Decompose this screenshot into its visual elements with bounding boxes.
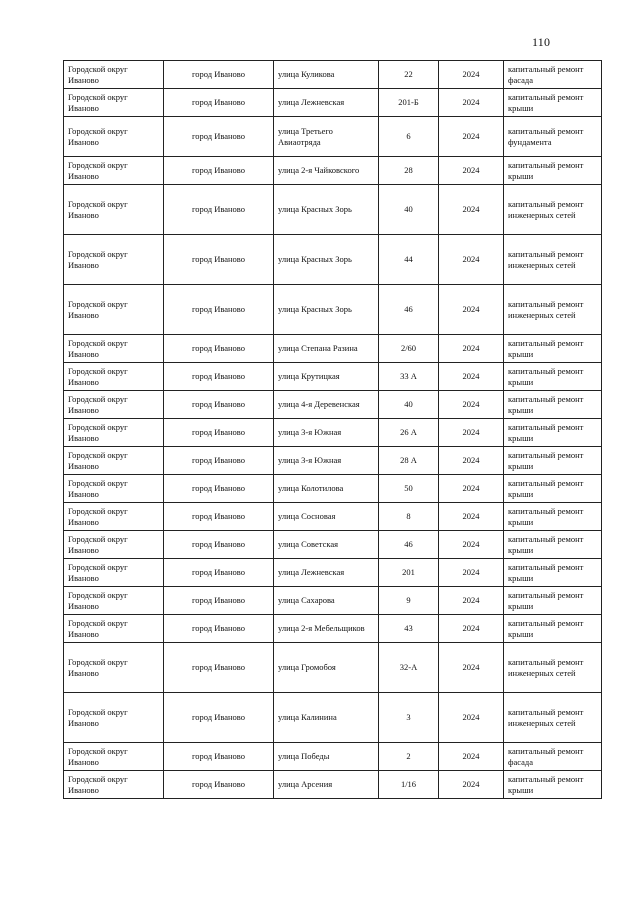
work-type-cell: капитальный ремонт фасада xyxy=(504,61,602,89)
okrug-cell: Городской округ Иваново xyxy=(64,117,164,157)
street-cell: улица Третьего Авиаотряда xyxy=(274,117,379,157)
work-type-cell: капитальный ремонт крыши xyxy=(504,419,602,447)
house-cell: 26 А xyxy=(379,419,439,447)
work-type-cell: капитальный ремонт крыши xyxy=(504,363,602,391)
house-cell: 32-А xyxy=(379,643,439,693)
year-cell: 2024 xyxy=(439,475,504,503)
work-type-cell: капитальный ремонт инженерных сетей xyxy=(504,185,602,235)
city-cell: город Иваново xyxy=(164,743,274,771)
work-type-cell: капитальный ремонт крыши xyxy=(504,391,602,419)
city-cell: город Иваново xyxy=(164,335,274,363)
street-cell: улица Крутицкая xyxy=(274,363,379,391)
registry-body xyxy=(64,61,602,799)
city-cell: город Иваново xyxy=(164,559,274,587)
house-cell: 22 xyxy=(379,61,439,89)
house-cell: 43 xyxy=(379,615,439,643)
street-cell: улица Громобоя xyxy=(274,643,379,693)
city-cell: город Иваново xyxy=(164,693,274,743)
table-row xyxy=(64,391,602,419)
table-row xyxy=(64,285,602,335)
year-cell: 2024 xyxy=(439,771,504,799)
street-cell: улица Степана Разина xyxy=(274,335,379,363)
city-cell: город Иваново xyxy=(164,531,274,559)
house-cell: 2 xyxy=(379,743,439,771)
table-row xyxy=(64,475,602,503)
street-cell: улица Колотилова xyxy=(274,475,379,503)
city-cell: город Иваново xyxy=(164,117,274,157)
house-cell: 2/60 xyxy=(379,335,439,363)
work-type-cell: капитальный ремонт крыши xyxy=(504,771,602,799)
work-type-cell: капитальный ремонт фасада xyxy=(504,743,602,771)
registry-table xyxy=(63,60,602,799)
table-row xyxy=(64,419,602,447)
street-cell: улица Калинина xyxy=(274,693,379,743)
work-type-cell: капитальный ремонт крыши xyxy=(504,587,602,615)
city-cell: город Иваново xyxy=(164,61,274,89)
house-cell: 46 xyxy=(379,285,439,335)
house-cell: 50 xyxy=(379,475,439,503)
work-type-cell: капитальный ремонт крыши xyxy=(504,89,602,117)
street-cell: улица Лежневская xyxy=(274,89,379,117)
okrug-cell: Городской округ Иваново xyxy=(64,285,164,335)
city-cell: город Иваново xyxy=(164,89,274,117)
year-cell: 2024 xyxy=(439,335,504,363)
table-row xyxy=(64,89,602,117)
okrug-cell: Городской округ Иваново xyxy=(64,503,164,531)
year-cell: 2024 xyxy=(439,693,504,743)
house-cell: 201-Б xyxy=(379,89,439,117)
city-cell: город Иваново xyxy=(164,615,274,643)
okrug-cell: Городской округ Иваново xyxy=(64,693,164,743)
table-row xyxy=(64,61,602,89)
house-cell: 9 xyxy=(379,587,439,615)
year-cell: 2024 xyxy=(439,419,504,447)
work-type-cell: капитальный ремонт крыши xyxy=(504,615,602,643)
work-type-cell: капитальный ремонт инженерных сетей xyxy=(504,235,602,285)
table-row xyxy=(64,157,602,185)
house-cell: 40 xyxy=(379,185,439,235)
year-cell: 2024 xyxy=(439,643,504,693)
work-type-cell: капитальный ремонт инженерных сетей xyxy=(504,693,602,743)
city-cell: город Иваново xyxy=(164,503,274,531)
house-cell: 33 А xyxy=(379,363,439,391)
street-cell: улица Победы xyxy=(274,743,379,771)
work-type-cell: капитальный ремонт крыши xyxy=(504,531,602,559)
okrug-cell: Городской округ Иваново xyxy=(64,391,164,419)
okrug-cell: Городской округ Иваново xyxy=(64,235,164,285)
okrug-cell: Городской округ Иваново xyxy=(64,335,164,363)
city-cell: город Иваново xyxy=(164,587,274,615)
work-type-cell: капитальный ремонт крыши xyxy=(504,475,602,503)
table-row xyxy=(64,363,602,391)
okrug-cell: Городской округ Иваново xyxy=(64,89,164,117)
year-cell: 2024 xyxy=(439,531,504,559)
table-row xyxy=(64,117,602,157)
work-type-cell: капитальный ремонт крыши xyxy=(504,157,602,185)
table-row xyxy=(64,559,602,587)
city-cell: город Иваново xyxy=(164,285,274,335)
house-cell: 3 xyxy=(379,693,439,743)
table-row xyxy=(64,503,602,531)
okrug-cell: Городской округ Иваново xyxy=(64,363,164,391)
year-cell: 2024 xyxy=(439,743,504,771)
year-cell: 2024 xyxy=(439,363,504,391)
work-type-cell: капитальный ремонт фундамента xyxy=(504,117,602,157)
street-cell: улица Сосновая xyxy=(274,503,379,531)
year-cell: 2024 xyxy=(439,285,504,335)
work-type-cell: капитальный ремонт инженерных сетей xyxy=(504,643,602,693)
okrug-cell: Городской округ Иваново xyxy=(64,419,164,447)
table-row xyxy=(64,587,602,615)
city-cell: город Иваново xyxy=(164,771,274,799)
table-row xyxy=(64,643,602,693)
okrug-cell: Городской округ Иваново xyxy=(64,185,164,235)
year-cell: 2024 xyxy=(439,89,504,117)
work-type-cell: капитальный ремонт крыши xyxy=(504,503,602,531)
city-cell: город Иваново xyxy=(164,643,274,693)
year-cell: 2024 xyxy=(439,61,504,89)
year-cell: 2024 xyxy=(439,447,504,475)
table-row xyxy=(64,531,602,559)
city-cell: город Иваново xyxy=(164,475,274,503)
street-cell: улица Куликова xyxy=(274,61,379,89)
street-cell: улица Советская xyxy=(274,531,379,559)
city-cell: город Иваново xyxy=(164,235,274,285)
year-cell: 2024 xyxy=(439,117,504,157)
year-cell: 2024 xyxy=(439,235,504,285)
street-cell: улица 4-я Деревенская xyxy=(274,391,379,419)
house-cell: 1/16 xyxy=(379,771,439,799)
house-cell: 28 А xyxy=(379,447,439,475)
okrug-cell: Городской округ Иваново xyxy=(64,615,164,643)
year-cell: 2024 xyxy=(439,157,504,185)
table-row xyxy=(64,615,602,643)
year-cell: 2024 xyxy=(439,503,504,531)
street-cell: улица Арсения xyxy=(274,771,379,799)
house-cell: 8 xyxy=(379,503,439,531)
table-row xyxy=(64,235,602,285)
year-cell: 2024 xyxy=(439,559,504,587)
okrug-cell: Городской округ Иваново xyxy=(64,447,164,475)
house-cell: 40 xyxy=(379,391,439,419)
city-cell: город Иваново xyxy=(164,363,274,391)
table-row xyxy=(64,743,602,771)
year-cell: 2024 xyxy=(439,587,504,615)
table-row xyxy=(64,447,602,475)
street-cell: улица Красных Зорь xyxy=(274,235,379,285)
house-cell: 44 xyxy=(379,235,439,285)
house-cell: 201 xyxy=(379,559,439,587)
street-cell: улица Красных Зорь xyxy=(274,185,379,235)
table-row xyxy=(64,693,602,743)
okrug-cell: Городской округ Иваново xyxy=(64,475,164,503)
table-row xyxy=(64,771,602,799)
work-type-cell: капитальный ремонт инженерных сетей xyxy=(504,285,602,335)
work-type-cell: капитальный ремонт крыши xyxy=(504,335,602,363)
street-cell: улица 2-я Мебельщиков xyxy=(274,615,379,643)
work-type-cell: капитальный ремонт крыши xyxy=(504,559,602,587)
city-cell: город Иваново xyxy=(164,391,274,419)
street-cell: улица Красных Зорь xyxy=(274,285,379,335)
city-cell: город Иваново xyxy=(164,157,274,185)
table-row xyxy=(64,335,602,363)
year-cell: 2024 xyxy=(439,391,504,419)
house-cell: 46 xyxy=(379,531,439,559)
city-cell: город Иваново xyxy=(164,447,274,475)
okrug-cell: Городской округ Иваново xyxy=(64,559,164,587)
street-cell: улица 3-я Южная xyxy=(274,447,379,475)
okrug-cell: Городской округ Иваново xyxy=(64,771,164,799)
table-row xyxy=(64,185,602,235)
page-number: 110 xyxy=(532,35,551,49)
city-cell: город Иваново xyxy=(164,185,274,235)
okrug-cell: Городской округ Иваново xyxy=(64,587,164,615)
okrug-cell: Городской округ Иваново xyxy=(64,531,164,559)
house-cell: 28 xyxy=(379,157,439,185)
okrug-cell: Городской округ Иваново xyxy=(64,157,164,185)
street-cell: улица 3-я Южная xyxy=(274,419,379,447)
street-cell: улица 2-я Чайковского xyxy=(274,157,379,185)
year-cell: 2024 xyxy=(439,185,504,235)
okrug-cell: Городской округ Иваново xyxy=(64,643,164,693)
work-type-cell: капитальный ремонт крыши xyxy=(504,447,602,475)
okrug-cell: Городской округ Иваново xyxy=(64,743,164,771)
street-cell: улица Лежневская xyxy=(274,559,379,587)
city-cell: город Иваново xyxy=(164,419,274,447)
street-cell: улица Сахарова xyxy=(274,587,379,615)
okrug-cell: Городской округ Иваново xyxy=(64,61,164,89)
year-cell: 2024 xyxy=(439,615,504,643)
house-cell: 6 xyxy=(379,117,439,157)
